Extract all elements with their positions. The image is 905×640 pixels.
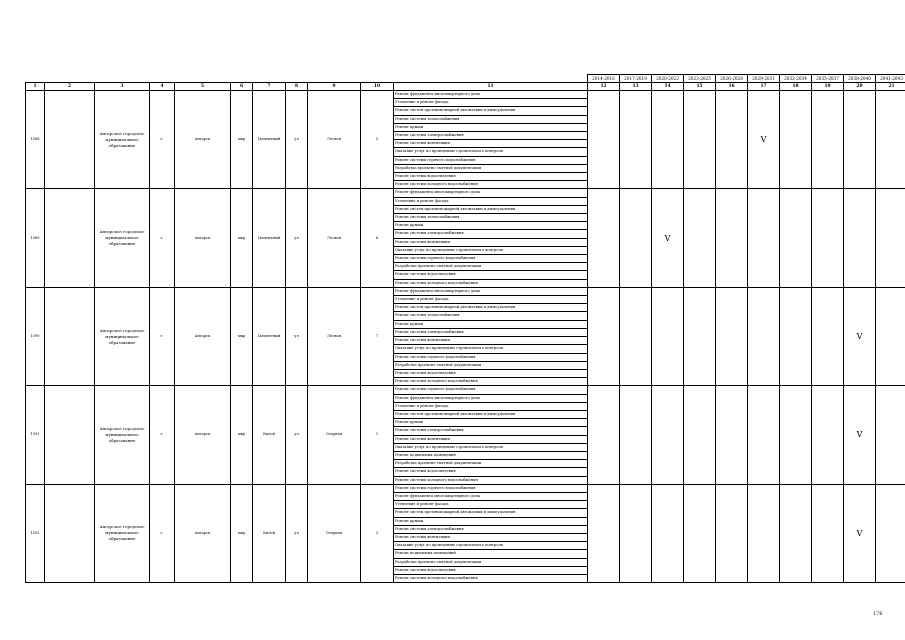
header-blank-cell [95,75,150,83]
header-blank-cell [26,75,45,83]
period-cell [588,386,620,484]
column-number-cell: 1 [26,83,45,91]
header-blank-cell [286,75,308,83]
column-number-cell: 17 [748,83,780,91]
header-blank-cell [394,75,588,83]
record-group [26,189,905,287]
period-cell [844,189,876,287]
period-header-cell: 2026-2028 [716,75,748,83]
period-cell [620,484,652,582]
period-cell [684,484,716,582]
record-id-cell: 1588 [26,91,45,189]
period-cell [588,287,620,385]
period-mark-cell: V [844,287,876,385]
work-type-cell: Ремонт системы вентиляции [394,238,588,246]
period-cell [780,386,812,484]
period-cell [652,484,684,582]
street-type-cell: ул [286,484,308,582]
column-number-cell: 18 [780,83,812,91]
work-type-cell: Ремонт крыши [394,517,588,525]
period-header-cell: 2023-2025 [684,75,716,83]
work-type-cell: Ремонт системы холодного водоснабжения [394,181,588,189]
column-number-cell: 11 [394,83,588,91]
house-number-cell: 3 [361,484,394,582]
settlement-type-cell: г. [150,386,175,484]
empty-cell [45,91,95,189]
period-cell [620,91,652,189]
record-group [26,386,905,484]
column-number-cell: 6 [231,83,253,91]
work-type-cell: Утепление и ремонт фасада [394,296,588,304]
period-header-cell: 2017-2019 [620,75,652,83]
table-row [26,484,905,492]
work-type-cell: Ремонт системы вентиляции [394,435,588,443]
period-cell [588,189,620,287]
column-number-cell: 19 [812,83,844,91]
work-type-cell: Ремонт подвальных помещений [394,550,588,558]
work-type-cell: Ремонт подвальных помещений [394,451,588,459]
period-cell [812,484,844,582]
work-type-cell: Оказание услуг по проведению строительного контроля [394,246,588,254]
period-cell [812,189,844,287]
period-cell [684,91,716,189]
work-type-cell: Ремонт системы теплоснабжения [394,115,588,123]
work-type-cell: Ремонт фундамента многоквартирного дома [394,492,588,500]
work-type-cell: Утепление и ремонт фасада [394,501,588,509]
work-type-cell: Утепление и ремонт фасада [394,197,588,205]
work-type-cell: Ремонт систем противопожарной автоматики и дымоудаления [394,410,588,418]
work-type-cell: Оказание услуг по проведению строительного контроля [394,345,588,353]
settlement-cell: Ангарск [175,386,231,484]
district-type-cell: мкр [231,386,253,484]
district-cell: Цементный [253,287,286,385]
work-type-cell: Ремонт системы водоотведения [394,271,588,279]
work-type-cell: Ремонт системы водоотведения [394,369,588,377]
period-cell [716,189,748,287]
street-cell: Лесная [308,91,361,189]
work-type-cell: Утепление и ремонт фасада [394,99,588,107]
record-id-cell: 1590 [26,287,45,385]
work-type-cell: Ремонт системы электроснабжения [394,230,588,238]
column-number-cell: 21 [876,83,905,91]
period-cell [684,189,716,287]
settlement-cell: Ангарск [175,287,231,385]
period-cell [652,91,684,189]
district-type-cell: мкр [231,91,253,189]
period-header-cell: 2032-2034 [780,75,812,83]
capital-repair-schedule-table [25,74,905,583]
column-number-cell: 15 [684,83,716,91]
period-cell [876,287,905,385]
header-blank-cell [308,75,361,83]
work-type-cell: Ремонт системы горячего водоснабжения [394,386,588,394]
period-mark-cell: V [652,189,684,287]
period-header-cell: 2014-2016 [588,75,620,83]
work-type-cell: Ремонт системы водоотведения [394,173,588,181]
work-type-cell: Ремонт фундамента многоквартирного дома [394,287,588,295]
period-cell [812,287,844,385]
period-cell [652,287,684,385]
municipality-cell: Ангарское городское муниципальное образование [95,189,150,287]
work-type-cell: Ремонт системы холодного водоснабжения [394,476,588,484]
municipality-cell: Ангарское городское муниципальное образование [95,91,150,189]
street-cell: Лесная [308,287,361,385]
period-mark-cell: V [844,386,876,484]
header-blank-cell [45,75,95,83]
period-cell [684,287,716,385]
column-number-cell: 13 [620,83,652,91]
district-type-cell: мкр [231,287,253,385]
street-type-cell: ул [286,386,308,484]
column-number-cell: 16 [716,83,748,91]
work-type-cell: Оказание услуг по проведению строительного контроля [394,443,588,451]
record-group [26,91,905,189]
work-type-cell: Ремонт системы вентиляции [394,140,588,148]
record-id-cell: 1589 [26,189,45,287]
work-type-cell: Ремонт фундамента многоквартирного дома [394,394,588,402]
period-mark-cell: V [844,484,876,582]
street-type-cell: ул [286,189,308,287]
period-cell [844,91,876,189]
street-cell: Озерная [308,484,361,582]
work-type-cell: Утепление и ремонт фасада [394,402,588,410]
column-number-cell: 14 [652,83,684,91]
period-cell [748,484,780,582]
work-type-cell: Ремонт фундамента многоквартирного дома [394,189,588,197]
period-cell [876,189,905,287]
period-cell [748,287,780,385]
record-id-cell: 1591 [26,386,45,484]
settlement-cell: Ангарск [175,189,231,287]
work-type-cell: Ремонт системы теплоснабжения [394,214,588,222]
period-cell [716,386,748,484]
district-cell: Цементный [253,91,286,189]
column-number-cell: 3 [95,83,150,91]
period-header-cell: 2038-2040 [844,75,876,83]
record-group [26,484,905,582]
work-type-cell: Ремонт системы водоотведения [394,468,588,476]
work-type-cell: Ремонт системы электроснабжения [394,525,588,533]
table-row [26,91,905,99]
work-type-cell: Оказание услуг по проведению строительного контроля [394,148,588,156]
municipality-cell: Ангарское городское муниципальное образование [95,484,150,582]
work-type-cell: Разработка проектно-сметной документации [394,164,588,172]
period-cell [620,287,652,385]
period-cell [748,386,780,484]
column-number-row [26,83,905,91]
work-type-cell: Оказание услуг по проведению строительного контроля [394,542,588,550]
settlement-cell: Ангарск [175,91,231,189]
record-group [26,287,905,385]
table-row [26,386,905,394]
header-blank-cell [361,75,394,83]
page-number: 176 [873,611,883,617]
period-cell [812,386,844,484]
column-number-cell: 4 [150,83,175,91]
work-type-cell: Разработка проектно-сметной документации [394,558,588,566]
work-type-cell: Ремонт системы горячего водоснабжения [394,255,588,263]
street-cell: Лесная [308,189,361,287]
empty-cell [45,189,95,287]
work-type-cell: Ремонт системы вентиляции [394,337,588,345]
column-number-cell: 10 [361,83,394,91]
settlement-type-cell: г. [150,484,175,582]
period-cell [780,189,812,287]
work-type-cell: Ремонт системы электроснабжения [394,328,588,336]
district-cell: Китой [253,484,286,582]
period-header-cell: 2020-2022 [652,75,684,83]
street-type-cell: ул [286,91,308,189]
district-cell: Цементный [253,189,286,287]
period-header-cell: 2041-2043 [876,75,905,83]
work-type-cell: Ремонт крыши [394,320,588,328]
work-type-cell: Ремонт системы холодного водоснабжения [394,378,588,386]
work-type-cell: Разработка проектно-сметной документации [394,263,588,271]
period-cell [876,91,905,189]
street-cell: Озерная [308,386,361,484]
column-number-cell: 20 [844,83,876,91]
column-number-cell: 12 [588,83,620,91]
house-number-cell: 7 [361,287,394,385]
settlement-type-cell: г. [150,287,175,385]
work-type-cell: Ремонт системы водоотведения [394,566,588,574]
work-type-cell: Ремонт крыши [394,123,588,131]
period-cell [876,386,905,484]
period-cell [780,91,812,189]
header-blank-cell [231,75,253,83]
municipality-cell: Ангарское городское муниципальное образование [95,386,150,484]
header-blank-cell [253,75,286,83]
table-row [26,287,905,295]
header-blank-cell [150,75,175,83]
work-type-cell: Ремонт систем противопожарной автоматики и дымоудаления [394,205,588,213]
period-cell [716,287,748,385]
work-type-cell: Ремонт системы холодного водоснабжения [394,279,588,287]
work-type-cell: Ремонт системы горячего водоснабжения [394,156,588,164]
work-type-cell: Ремонт систем противопожарной автоматики и дымоудаления [394,304,588,312]
district-type-cell: мкр [231,484,253,582]
work-type-cell: Ремонт системы холодного водоснабжения [394,574,588,582]
period-cell [748,189,780,287]
settlement-type-cell: г. [150,91,175,189]
period-header-row [26,75,905,83]
period-mark-cell: V [748,91,780,189]
work-type-cell: Ремонт систем противопожарной автоматики и дымоудаления [394,107,588,115]
period-cell [876,484,905,582]
period-cell [684,386,716,484]
record-id-cell: 1592 [26,484,45,582]
period-cell [780,287,812,385]
work-type-cell: Ремонт крыши [394,419,588,427]
house-number-cell: 6 [361,189,394,287]
work-type-cell: Ремонт системы теплоснабжения [394,312,588,320]
house-number-cell: 5 [361,91,394,189]
period-cell [780,484,812,582]
period-cell [716,484,748,582]
column-number-cell: 2 [45,83,95,91]
work-type-cell: Ремонт системы электроснабжения [394,132,588,140]
house-number-cell: 1 [361,386,394,484]
period-header-cell: 2029-2031 [748,75,780,83]
work-type-cell: Ремонт систем противопожарной автоматики и дымоудаления [394,509,588,517]
period-cell [652,386,684,484]
work-type-cell: Ремонт фундамента многоквартирного дома [394,91,588,99]
street-type-cell: ул [286,287,308,385]
empty-cell [45,287,95,385]
empty-cell [45,386,95,484]
work-type-cell: Ремонт системы горячего водоснабжения [394,353,588,361]
work-type-cell: Ремонт системы вентиляции [394,533,588,541]
district-cell: Китой [253,386,286,484]
period-cell [620,189,652,287]
district-type-cell: мкр [231,189,253,287]
work-type-cell: Ремонт крыши [394,222,588,230]
empty-cell [45,484,95,582]
table-row [26,189,905,197]
work-type-cell: Ремонт системы электроснабжения [394,427,588,435]
work-type-cell: Разработка проектно-сметной документации [394,460,588,468]
column-number-cell: 7 [253,83,286,91]
municipality-cell: Ангарское городское муниципальное образование [95,287,150,385]
work-type-cell: Разработка проектно-сметной документации [394,361,588,369]
work-type-cell: Ремонт системы горячего водоснабжения [394,484,588,492]
column-number-cell: 8 [286,83,308,91]
period-cell [588,484,620,582]
settlement-type-cell: г. [150,189,175,287]
header-blank-cell [175,75,231,83]
period-header-cell: 2035-2037 [812,75,844,83]
period-cell [812,91,844,189]
column-number-cell: 9 [308,83,361,91]
period-cell [588,91,620,189]
period-cell [716,91,748,189]
column-number-cell: 5 [175,83,231,91]
settlement-cell: Ангарск [175,484,231,582]
period-cell [620,386,652,484]
